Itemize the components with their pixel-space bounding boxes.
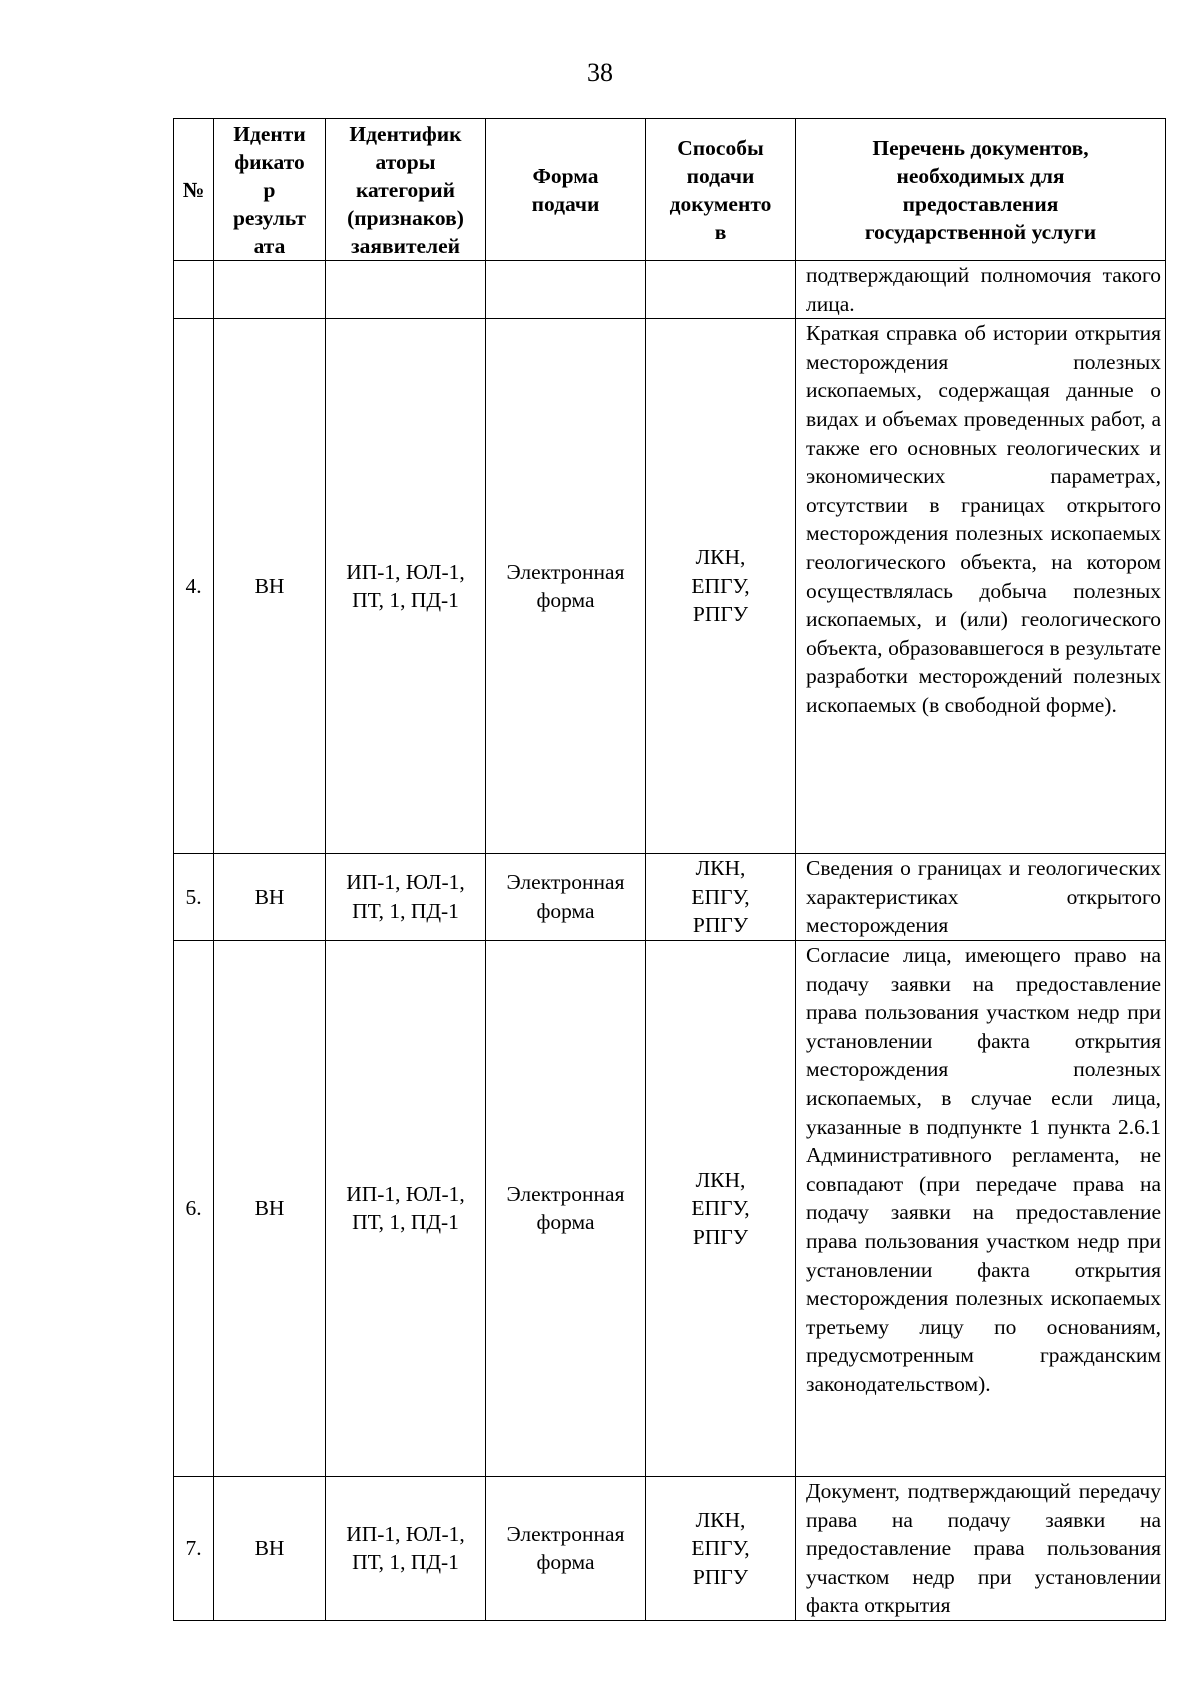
cell-documents: Сведения о границах и геологических характеристиках открытого месторождения	[796, 854, 1166, 941]
table-header-row	[174, 119, 1166, 261]
documents-table	[173, 118, 1166, 1621]
cell-category-id: ИП-1, ЮЛ-1, ПТ, 1, ПД-1	[326, 940, 486, 1476]
table-row	[174, 319, 1166, 854]
table-row	[174, 940, 1166, 1476]
page-number: 38	[587, 58, 613, 87]
cell-form: Электронная форма	[486, 854, 646, 941]
cell-num: 4.	[174, 319, 214, 854]
header-category-id: Идентифик аторы категорий (признаков) заявителей	[326, 119, 486, 261]
cell-category-id: ИП-1, ЮЛ-1, ПТ, 1, ПД-1	[326, 319, 486, 854]
cell-documents: подтверждающий полномочия такого лица.	[796, 261, 1166, 319]
cell-methods: ЛКН, ЕПГУ, РПГУ	[646, 319, 796, 854]
cell-result-id: ВН	[214, 940, 326, 1476]
cell-num: 5.	[174, 854, 214, 941]
header-methods: Способы подачи документо в	[646, 119, 796, 261]
header-form: Форма подачи	[486, 119, 646, 261]
cell-num: 7.	[174, 1476, 214, 1620]
cell-methods: ЛКН, ЕПГУ, РПГУ	[646, 1476, 796, 1620]
cell-category-id: ИП-1, ЮЛ-1, ПТ, 1, ПД-1	[326, 854, 486, 941]
table-row	[174, 854, 1166, 941]
cell-form	[486, 261, 646, 319]
cell-category-id	[326, 261, 486, 319]
cell-documents: Согласие лица, имеющего право на подачу заявки на предоставление права пользования участком недр при установлении факта открытия месторождения полезных ископаемых, в случае если лица, указанные в подпункте 1 пункта 2.6.1 Административного регламента, не совпадают (при передаче права на подачу заявки на предоставление права пользования участком недр при установлении факта открытия месторождения полезных ископаемых третьему лицу по основаниям, предусмотренным гражданским законодательством).	[796, 940, 1166, 1476]
cell-form: Электронная форма	[486, 940, 646, 1476]
cell-result-id	[214, 261, 326, 319]
header-documents: Перечень документов, необходимых для предоставления государственной услуги	[796, 119, 1166, 261]
cell-methods	[646, 261, 796, 319]
header-num: №	[174, 119, 214, 261]
cell-form: Электронная форма	[486, 319, 646, 854]
table-row-continuation	[174, 261, 1166, 319]
cell-num	[174, 261, 214, 319]
cell-methods: ЛКН, ЕПГУ, РПГУ	[646, 940, 796, 1476]
header-result-id: Иденти фикато р результ ата	[214, 119, 326, 261]
cell-category-id: ИП-1, ЮЛ-1, ПТ, 1, ПД-1	[326, 1476, 486, 1620]
cell-result-id: ВН	[214, 1476, 326, 1620]
cell-documents: Документ, подтверждающий передачу права на подачу заявки на предоставление права пользования участком недр при установлении факта открытия	[796, 1476, 1166, 1620]
table-row	[174, 1476, 1166, 1620]
cell-methods: ЛКН, ЕПГУ, РПГУ	[646, 854, 796, 941]
cell-result-id: ВН	[214, 319, 326, 854]
cell-num: 6.	[174, 940, 214, 1476]
cell-documents: Краткая справка об истории открытия месторождения полезных ископаемых, содержащая данные о видах и объемах проведенных работ, а также его основных геологических и экономических параметрах, отсутствии в границах открытого месторождения полезных ископаемых геологического объекта, на котором осуществлялась добыча полезных ископаемых, и (или) геологического объекта, образовавшегося в результате разработки месторождений полезных ископаемых (в свободной форме).	[796, 319, 1166, 854]
cell-result-id: ВН	[214, 854, 326, 941]
cell-form: Электронная форма	[486, 1476, 646, 1620]
